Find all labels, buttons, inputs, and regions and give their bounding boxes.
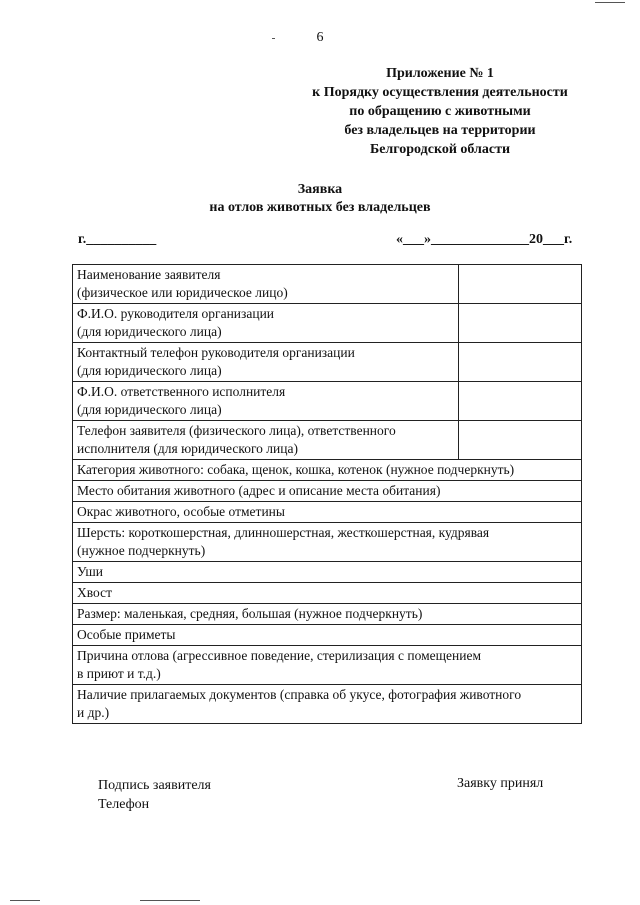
- table-row: [73, 604, 582, 625]
- appendix-line-1: Приложение № 1: [386, 66, 494, 81]
- field-label: Ф.И.О. ответственного исполнителя (для юридического лица): [73, 382, 459, 421]
- applicant-signature-block: [98, 776, 211, 814]
- table-row: [73, 523, 582, 562]
- field-full-row[interactable]: Место обитания животного (адрес и описание места обитания): [73, 481, 582, 502]
- scan-speck: [595, 2, 625, 3]
- field-full-row[interactable]: Причина отлова (агрессивное поведение, стерилизация с помещением в приют и т.д.): [73, 646, 582, 685]
- field-value-cell[interactable]: [459, 265, 582, 304]
- field-full-row[interactable]: Наличие прилагаемых документов (справка об укусе, фотография животного и др.): [73, 685, 582, 724]
- appendix-line-4: без владельцев на территории: [344, 123, 536, 138]
- page-number: 6: [316, 30, 324, 45]
- form-title-block: [0, 181, 640, 217]
- table-row: [73, 382, 582, 421]
- application-table-body: [73, 265, 582, 724]
- table-row: [73, 265, 582, 304]
- form-subtitle: на отлов животных без владельцев: [209, 200, 431, 215]
- field-value-cell[interactable]: [459, 304, 582, 343]
- applicant-phone-label: Телефон: [98, 797, 150, 812]
- application-table: [72, 264, 582, 724]
- appendix-line-3: по обращению с животными: [349, 104, 531, 119]
- field-label: Телефон заявителя (физического лица), ответственного исполнителя (для юридического лица): [73, 421, 459, 460]
- table-row: [73, 343, 582, 382]
- table-row: [73, 304, 582, 343]
- field-label: Наименование заявителя (физическое или юридическое лицо): [73, 265, 459, 304]
- appendix-header: [290, 64, 590, 159]
- place-line: г.__________: [78, 232, 157, 247]
- scan-speck: [10, 900, 40, 901]
- appendix-line-5: Белгородской области: [369, 142, 511, 157]
- scan-speck: [140, 900, 200, 901]
- date-line: «___»______________20___г.: [396, 232, 573, 247]
- field-full-row[interactable]: Хвост: [73, 583, 582, 604]
- field-value-cell[interactable]: [459, 382, 582, 421]
- table-row: [73, 685, 582, 724]
- table-row: [73, 625, 582, 646]
- field-full-row[interactable]: Окрас животного, особые отметины: [73, 502, 582, 523]
- applicant-signature-label: Подпись заявителя: [98, 778, 211, 793]
- field-full-row[interactable]: Размер: маленькая, средняя, большая (нужное подчеркнуть): [73, 604, 582, 625]
- table-row: [73, 583, 582, 604]
- field-value-cell[interactable]: [459, 421, 582, 460]
- table-row: [73, 646, 582, 685]
- appendix-line-2: к Порядку осуществления деятельности: [312, 85, 568, 100]
- table-row: [73, 562, 582, 583]
- table-row: [73, 502, 582, 523]
- scan-speck: [272, 38, 275, 39]
- table-row: [73, 421, 582, 460]
- table-row: [73, 481, 582, 502]
- field-full-row[interactable]: Уши: [73, 562, 582, 583]
- field-label: Ф.И.О. руководителя организации (для юридического лица): [73, 304, 459, 343]
- field-full-row[interactable]: Категория животного: собака, щенок, кошка, котенок (нужное подчеркнуть): [73, 460, 582, 481]
- table-row: [73, 460, 582, 481]
- field-full-row[interactable]: Особые приметы: [73, 625, 582, 646]
- accepted-by-label: Заявку принял: [457, 776, 544, 791]
- form-title: Заявка: [297, 182, 343, 197]
- field-label: Контактный телефон руководителя организации (для юридического лица): [73, 343, 459, 382]
- field-full-row[interactable]: Шерсть: короткошерстная, длинношерстная, жесткошерстная, кудрявая (нужное подчеркнуть): [73, 523, 582, 562]
- field-value-cell[interactable]: [459, 343, 582, 382]
